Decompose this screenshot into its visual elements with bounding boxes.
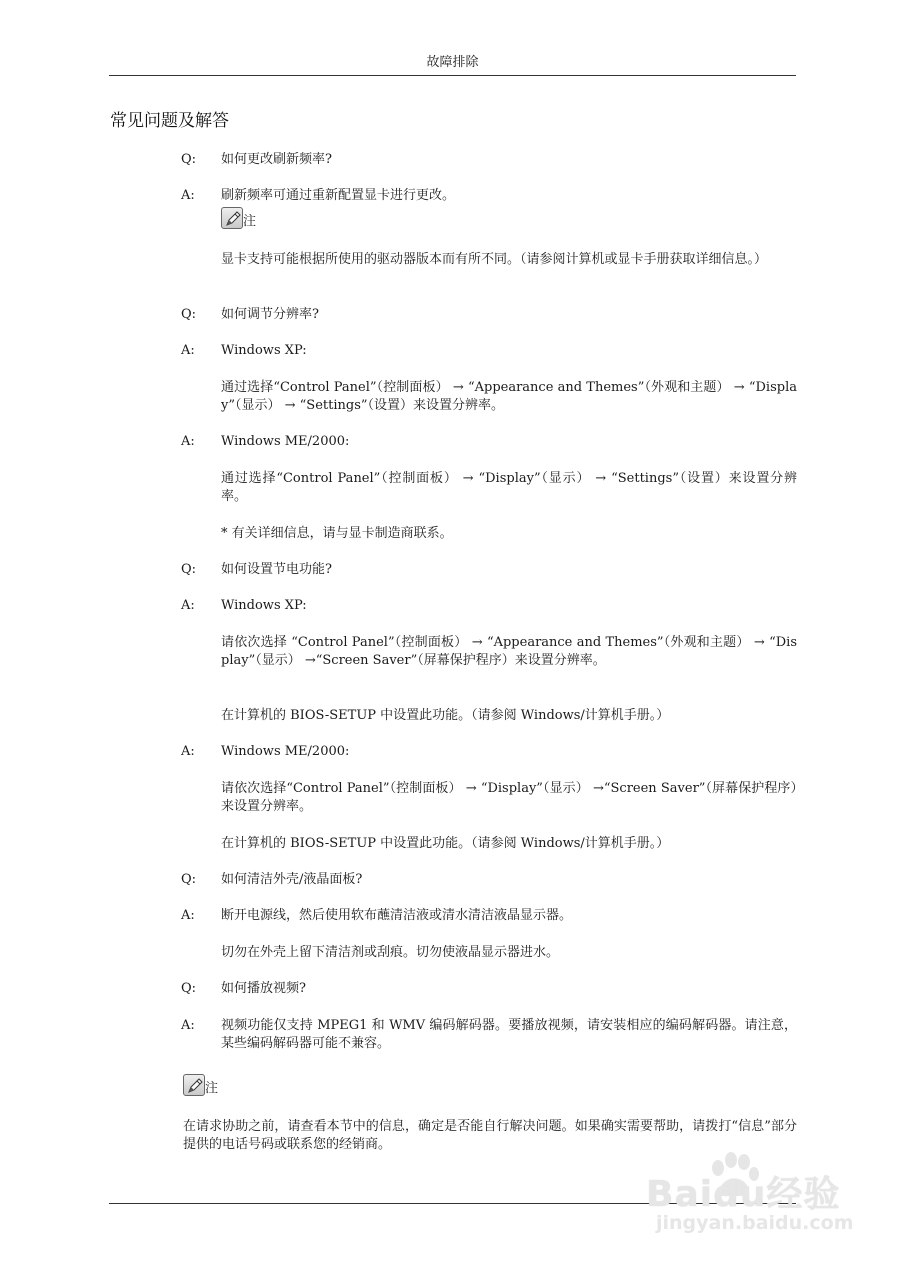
question-text: 如何设置节电功能? xyxy=(221,562,332,577)
note-label: 注 xyxy=(243,214,257,229)
answer-os-label: Windows ME/2000: xyxy=(221,744,350,759)
answer-os-label: Windows ME/2000: xyxy=(221,434,350,449)
note-pencil-icon xyxy=(183,1074,205,1096)
section-title: 常见问题及解答 xyxy=(110,111,229,131)
answer-text: 刷新频率可通过重新配置显卡进行更改。 xyxy=(221,188,456,203)
watermark-brand: Baidu经验 xyxy=(646,1174,841,1215)
question-text: 如何播放视频? xyxy=(221,981,306,996)
answer-paragraph: 请依次选择 “Control Panel”（控制面板） → “Appearance and Themes”（外观和主题） → “Display”（显示） →“Screen Saver”（屏幕保护程序）来设置分辨率。 xyxy=(221,635,797,668)
answer-marker: A: xyxy=(181,598,195,613)
answer-text: 视频功能仅支持 MPEG1 和 WMV 编码解码器。要播放视频，请安装相应的编码解码器。请注意，某些编码解码器可能不兼容。 xyxy=(221,1018,797,1051)
answer-footnote: * 有关详细信息，请与显卡制造商联系。 xyxy=(221,526,453,541)
question-text: 如何更改刷新频率? xyxy=(221,152,332,167)
answer-marker: A: xyxy=(181,434,195,449)
answer-paragraph: 通过选择“Control Panel”（控制面板） → “Appearance and Themes”（外观和主题） → “Display”（显示） → “Settings”（设置）来设置分辨率。 xyxy=(221,380,797,413)
header-rule xyxy=(109,75,796,76)
answer-paragraph: 在计算机的 BIOS-SETUP 中设置此功能。（请参阅 Windows/计算机手册。） xyxy=(221,836,670,851)
answer-marker: A: xyxy=(181,744,195,759)
answer-os-label: Windows XP: xyxy=(221,343,307,358)
answer-paragraph: 通过选择“Control Panel”（控制面板） → “Display”（显示） → “Settings”（设置）来设置分辨率。 xyxy=(221,471,797,504)
answer-marker: A: xyxy=(181,343,195,358)
question-text: 如何清洁外壳/液晶面板? xyxy=(221,872,363,887)
page-header-title: 故障排除 xyxy=(426,55,479,70)
answer-os-label: Windows XP: xyxy=(221,598,307,613)
question-marker: Q: xyxy=(181,562,197,577)
note-label: 注 xyxy=(205,1081,219,1096)
baidu-watermark xyxy=(640,1150,900,1250)
question-marker: Q: xyxy=(181,307,197,322)
answer-marker: A: xyxy=(181,908,195,923)
watermark-url: jingyan.baidu.com xyxy=(656,1212,854,1234)
answer-text: 断开电源线，然后使用软布蘸清洁液或清水清洁液晶显示器。 xyxy=(221,908,573,923)
question-text: 如何调节分辨率? xyxy=(221,307,319,322)
question-marker: Q: xyxy=(181,872,197,887)
answer-paragraph: 显卡支持可能根据所使用的驱动器版本而有所不同。（请参阅计算机或显卡手册获取详细信息。） xyxy=(221,252,768,267)
answer-paragraph: 切勿在外壳上留下清洁剂或刮痕。切勿使液晶显示器进水。 xyxy=(221,945,560,960)
note-pencil-icon xyxy=(221,207,243,229)
question-marker: Q: xyxy=(181,152,197,167)
answer-paragraph: 请依次选择“Control Panel”（控制面板） → “Display”（显示） →“Screen Saver”（屏幕保护程序）来设置分辨率。 xyxy=(221,781,797,814)
closing-paragraph: 在请求协助之前，请查看本节中的信息，确定是否能自行解决问题。如果确实需要帮助，请拨打“信息”部分提供的电话号码或联系您的经销商。 xyxy=(183,1119,797,1152)
answer-marker: A: xyxy=(181,1018,195,1033)
answer-marker: A: xyxy=(181,188,195,203)
question-marker: Q: xyxy=(181,981,197,996)
answer-paragraph: 在计算机的 BIOS-SETUP 中设置此功能。（请参阅 Windows/计算机手册。） xyxy=(221,708,670,723)
